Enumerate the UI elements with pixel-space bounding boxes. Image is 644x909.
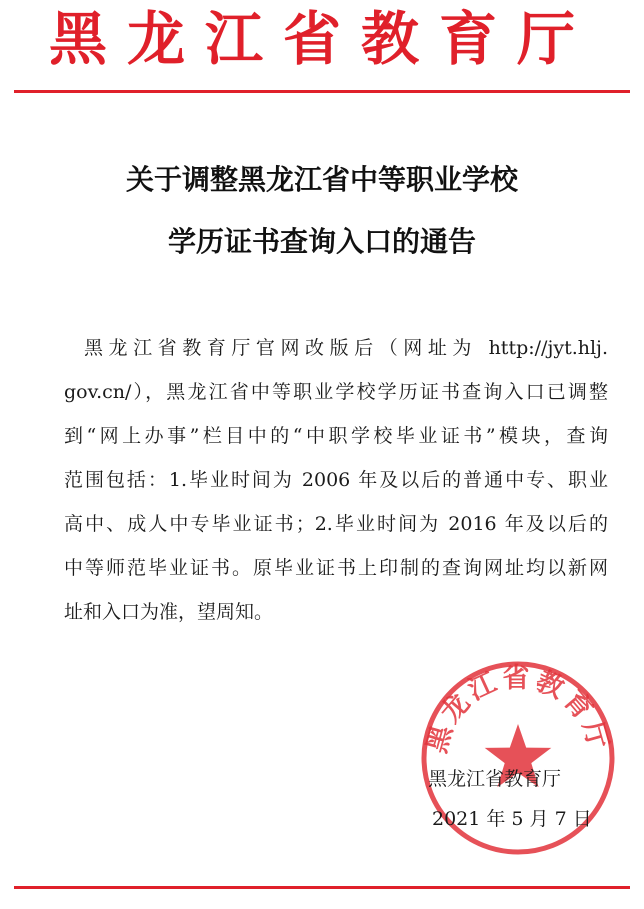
letterhead-divider-top bbox=[14, 90, 630, 93]
notice-title-line-1: 关于调整黑龙江省中等职业学校 bbox=[125, 163, 518, 196]
letterhead-title: 黑龙江省教育厅 bbox=[48, 5, 595, 73]
signature-issuer: 黑龙江省教育厅 bbox=[428, 768, 562, 790]
notice-body-line: 到“网上办事”栏目中的“中职学校毕业证书”模块，查询 bbox=[64, 425, 608, 447]
notice-body-line: 高中、成人中专毕业证书；2.毕业时间为 2016 年及以后的 bbox=[64, 513, 608, 535]
signature-date: 2021 年 5 月 7 日 bbox=[432, 808, 592, 830]
notice-body bbox=[64, 326, 608, 634]
seal-text: 黑龙江省教育厅 bbox=[421, 663, 615, 757]
notice-body-line: 黑龙江省教育厅官网改版后（网址为 http://jyt.hlj. bbox=[84, 337, 608, 359]
footer-divider bbox=[14, 886, 630, 889]
notice-title-line-2: 学历证书查询入口的通告 bbox=[167, 225, 476, 258]
notice-body-line: 中等师范毕业证书。原毕业证书上印制的查询网址均以新网 bbox=[64, 557, 608, 579]
notice-body-line: 范围包括：1.毕业时间为 2006 年及以后的普通中专、职业 bbox=[64, 469, 608, 491]
notice-body-line: gov.cn/），黑龙江省中等职业学校学历证书查询入口已调整 bbox=[64, 381, 608, 403]
notice-body-line: 址和入口为准，望周知。 bbox=[64, 601, 274, 623]
